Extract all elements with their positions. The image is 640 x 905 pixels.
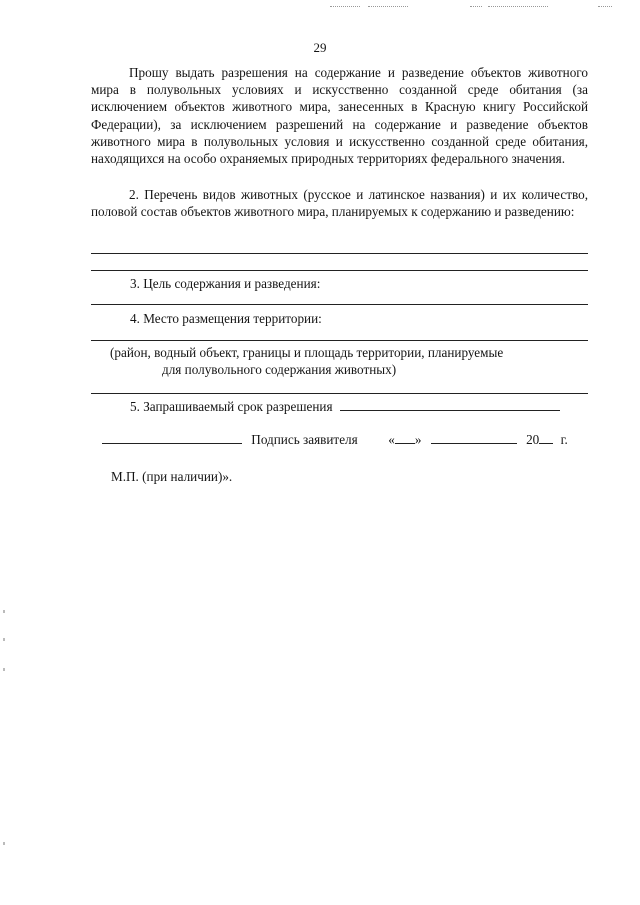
month-fill-blank[interactable]	[431, 430, 517, 444]
stamp-place-label: М.П. (при наличии)».	[111, 469, 233, 484]
date-open-quote: «	[388, 432, 395, 447]
scan-artifact	[598, 6, 612, 7]
species-list-paragraph: 2. Перечень видов животных (русское и латинское названия) и их количество, половой состав объектов животного мира, планируемых к содержанию и разведению:	[91, 187, 588, 220]
scan-artifact	[330, 6, 360, 7]
term-label-text: 5. Запрашиваемый срок разрешения	[130, 399, 333, 414]
signature-row	[102, 430, 568, 448]
scan-artifact	[3, 610, 5, 613]
scan-artifact	[368, 6, 408, 7]
term-fill-blank[interactable]	[340, 397, 560, 411]
scan-artifact	[470, 6, 482, 7]
scan-artifact	[488, 6, 548, 7]
scan-artifact	[3, 638, 5, 641]
year-fill-blank[interactable]	[539, 430, 553, 444]
location-note-line-2: для полувольного содержания животных)	[162, 362, 397, 377]
location-fill-line[interactable]	[91, 340, 588, 341]
term-label	[130, 397, 560, 415]
page-number: 29	[313, 40, 327, 55]
year-prefix: 20	[526, 432, 540, 447]
purpose-label: 3. Цель содержания и разведения:	[130, 276, 321, 291]
location-note	[110, 344, 570, 378]
species-fill-line-1[interactable]	[91, 253, 588, 254]
location-label: 4. Место размещения территории:	[130, 311, 322, 326]
date-close-quote: »	[414, 432, 422, 447]
purpose-fill-line[interactable]	[91, 304, 588, 305]
location-note-line-1: (район, водный объект, границы и площадь территории, планируемые	[110, 345, 504, 360]
scan-artifact	[3, 842, 5, 845]
location-extra-line[interactable]	[91, 393, 588, 394]
scan-artifact	[3, 668, 5, 671]
year-suffix: г.	[560, 432, 568, 447]
signature-label: Подпись заявителя	[251, 432, 358, 447]
signature-fill-blank[interactable]	[102, 430, 242, 444]
species-fill-line-2[interactable]	[91, 270, 588, 271]
request-paragraph: Прошу выдать разрешения на содержание и разведение объектов животного мира в полувольных условиях и искусственно созданной среде обитания (за исключением объектов животного мира, занесенных в Красную книгу Российской Федерации), за исключением разрешений на содержание и разведение объектов животного мира в полувольных условия и искусственно созданной среде обитания, находящихся на особо охраняемых природных территориях федерального значения.	[91, 65, 588, 167]
day-fill-blank[interactable]	[395, 430, 415, 444]
